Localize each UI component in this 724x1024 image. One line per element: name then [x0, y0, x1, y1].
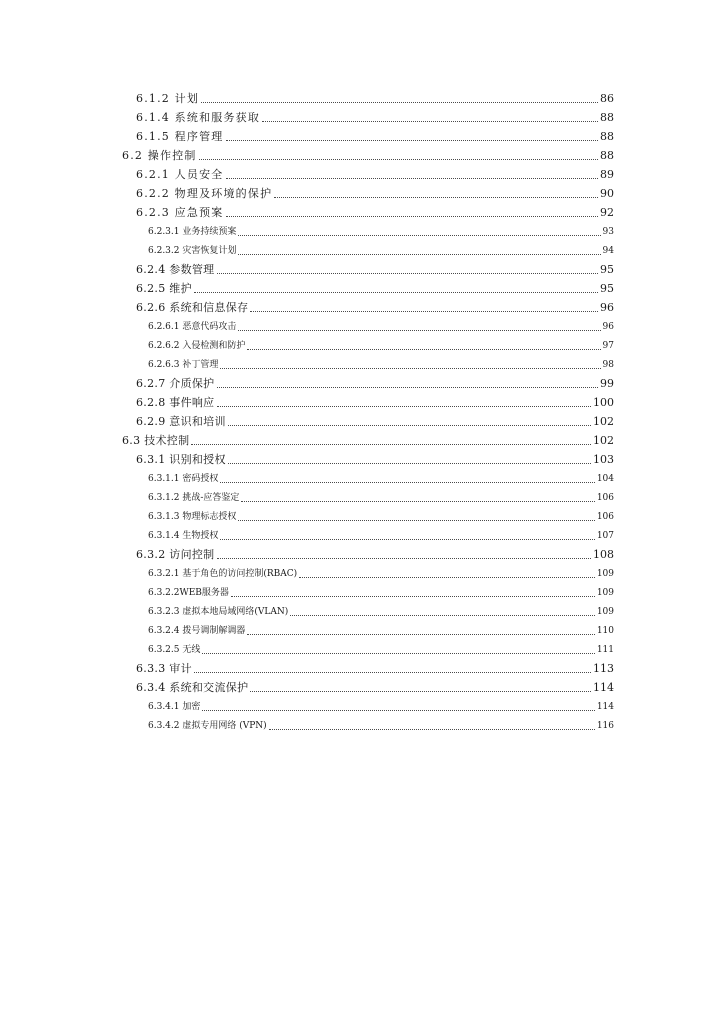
- toc-entry-6-2-2[interactable]: [0, 183, 614, 202]
- toc-entry-title: 6.3.2 访问控制: [136, 548, 215, 561]
- dot-leader: [238, 520, 594, 521]
- toc-entry-title: 6.2.1 人员安全: [136, 168, 224, 181]
- toc-entry-6-1-4[interactable]: [0, 107, 614, 126]
- dot-leader: [238, 235, 600, 236]
- dot-leader: [226, 216, 599, 217]
- toc-entry-6-3-2-3[interactable]: [0, 601, 614, 620]
- toc-entry-title: 6.3.2.1 基于角色的访问控制(RBAC): [148, 569, 298, 579]
- dot-leader: [299, 577, 595, 578]
- toc-entry-6-2-1[interactable]: [0, 164, 614, 183]
- toc-entry-page: 108: [593, 548, 614, 561]
- dot-leader: [226, 140, 599, 141]
- toc-entry-6-2-6-1[interactable]: [0, 316, 614, 335]
- dot-leader: [231, 596, 595, 597]
- toc-entry-page: 109: [596, 607, 614, 617]
- toc-entry-6-3-2-2[interactable]: [0, 582, 614, 601]
- dot-leader: [220, 368, 600, 369]
- dot-leader: [199, 159, 598, 160]
- dot-leader: [262, 121, 598, 122]
- toc-entry-title: 6.1.2 计划: [136, 92, 200, 105]
- dot-leader: [228, 463, 591, 464]
- toc-entry-title: 6.2.7 介质保护: [136, 377, 215, 390]
- toc-entry-6-3-2-4[interactable]: [0, 620, 614, 639]
- toc-entry-page: 100: [593, 396, 614, 409]
- toc-entry-6-3-1-1[interactable]: [0, 468, 614, 487]
- toc-entry-page: 96: [600, 301, 614, 314]
- toc-entry-page: 109: [596, 569, 614, 579]
- dot-leader: [201, 102, 598, 103]
- toc-entry-page: 92: [600, 206, 614, 219]
- toc-entry-6-3-3[interactable]: [0, 658, 614, 677]
- toc-entry-title: 6.1.5 程序管理: [136, 130, 224, 143]
- toc-entry-page: 98: [602, 360, 614, 370]
- dot-leader: [220, 482, 594, 483]
- toc-entry-6-2-3-1[interactable]: [0, 221, 614, 240]
- dot-leader: [238, 254, 600, 255]
- dot-leader: [228, 425, 591, 426]
- toc-entry-page: 94: [602, 246, 614, 256]
- toc-entry-6-2-8[interactable]: [0, 392, 614, 411]
- toc-entry-page: 104: [596, 474, 614, 484]
- toc-entry-page: 88: [600, 149, 614, 162]
- toc-entry-page: 106: [596, 493, 614, 503]
- dot-leader: [247, 349, 600, 350]
- toc-entry-6-2-6-2[interactable]: [0, 335, 614, 354]
- toc-entry-page: 102: [593, 415, 614, 428]
- toc-entry-title: 6.2.6.2 入侵检测和防护: [148, 341, 246, 351]
- toc-entry-page: 111: [596, 645, 614, 655]
- toc-entry-6-2-9[interactable]: [0, 411, 614, 430]
- dot-leader: [217, 387, 599, 388]
- toc-entry-6-2-4[interactable]: [0, 259, 614, 278]
- toc-entry-title: 6.3.1.2 挑战-应答鉴定: [148, 493, 240, 503]
- dot-leader: [217, 273, 599, 274]
- dot-leader: [220, 539, 594, 540]
- dot-leader: [269, 729, 595, 730]
- toc-entry-6-2[interactable]: [0, 145, 614, 164]
- toc-entry-title: 6.2 操作控制: [122, 149, 197, 162]
- table-of-contents: [0, 88, 724, 734]
- toc-entry-page: 95: [600, 263, 614, 276]
- toc-entry-page: 103: [593, 453, 614, 466]
- toc-entry-title: 6.3.2.3 虚拟本地局域网络(VLAN): [148, 607, 289, 617]
- toc-entry-6-2-6-3[interactable]: [0, 354, 614, 373]
- toc-entry-title: 6.3.3 审计: [136, 662, 192, 675]
- dot-leader: [226, 178, 599, 179]
- toc-entry-6-3-1-3[interactable]: [0, 506, 614, 525]
- toc-entry-title: 6.2.8 事件响应: [136, 396, 215, 409]
- toc-entry-6-3-4-1[interactable]: [0, 696, 614, 715]
- toc-entry-page: 88: [600, 130, 614, 143]
- toc-entry-title: 6.2.9 意识和培训: [136, 415, 226, 428]
- dot-leader: [247, 634, 594, 635]
- toc-entry-page: 113: [593, 662, 614, 675]
- toc-entry-title: 6.2.6 系统和信息保存: [136, 301, 249, 314]
- dot-leader: [202, 710, 594, 711]
- toc-entry-title: 6.2.3 应急预案: [136, 206, 224, 219]
- toc-entry-page: 109: [596, 588, 614, 598]
- dot-leader: [290, 615, 595, 616]
- toc-entry-6-3-1[interactable]: [0, 449, 614, 468]
- toc-entry-6-3-2-5[interactable]: [0, 639, 614, 658]
- toc-entry-title: 6.2.6.3 补丁管理: [148, 360, 219, 370]
- toc-entry-title: 6.2.3.1 业务持续预案: [148, 227, 237, 237]
- dot-leader: [202, 653, 594, 654]
- toc-entry-6-2-3-2[interactable]: [0, 240, 614, 259]
- toc-entry-6-3-4[interactable]: [0, 677, 614, 696]
- toc-entry-page: 93: [602, 227, 614, 237]
- toc-entry-title: 6.3.1.1 密码授权: [148, 474, 219, 484]
- toc-entry-title: 6.2.3.2 灾害恢复计划: [148, 246, 237, 256]
- toc-entry-page: 110: [596, 626, 614, 636]
- dot-leader: [194, 292, 598, 293]
- toc-entry-page: 96: [602, 322, 614, 332]
- toc-entry-6-2-7[interactable]: [0, 373, 614, 392]
- toc-entry-title: 6.2.2 物理及环境的保护: [136, 187, 273, 200]
- toc-entry-title: 6.3.4 系统和交流保护: [136, 681, 249, 694]
- dot-leader: [217, 558, 592, 559]
- dot-leader: [250, 311, 598, 312]
- dot-leader: [191, 444, 591, 445]
- toc-entry-page: 114: [593, 681, 614, 694]
- toc-entry-title: 6.3.4.2 虚拟专用网络 (VPN): [148, 721, 267, 731]
- toc-entry-page: 90: [600, 187, 614, 200]
- toc-entry-title: 6.3.2.2WEB服务器: [148, 588, 229, 598]
- dot-leader: [238, 330, 600, 331]
- toc-entry-6-3-4-2[interactable]: [0, 715, 614, 734]
- toc-entry-title: 6.3.2.5 无线: [148, 645, 201, 655]
- dot-leader: [274, 197, 598, 198]
- toc-entry-page: 99: [600, 377, 614, 390]
- toc-entry-title: 6.3.2.4 拨号调制解调器: [148, 626, 246, 636]
- toc-entry-title: 6.2.4 参数管理: [136, 263, 215, 276]
- toc-entry-6-1-2[interactable]: [0, 88, 614, 107]
- dot-leader: [217, 406, 592, 407]
- toc-entry-page: 95: [600, 282, 614, 295]
- toc-entry-title: 6.3.4.1 加密: [148, 702, 201, 712]
- toc-entry-title: 6.3 技术控制: [122, 434, 190, 447]
- toc-entry-title: 6.3.1.3 物理标志授权: [148, 512, 237, 522]
- toc-entry-page: 106: [596, 512, 614, 522]
- toc-entry-page: 116: [596, 721, 614, 731]
- toc-entry-title: 6.2.5 维护: [136, 282, 192, 295]
- toc-entry-title: 6.3.1.4 生物授权: [148, 531, 219, 541]
- toc-entry-page: 86: [600, 92, 614, 105]
- toc-entry-6-3[interactable]: [0, 430, 614, 449]
- toc-entry-page: 89: [600, 168, 614, 181]
- toc-entry-6-2-5[interactable]: [0, 278, 614, 297]
- toc-entry-page: 88: [600, 111, 614, 124]
- dot-leader: [194, 672, 591, 673]
- toc-entry-6-2-6[interactable]: [0, 297, 614, 316]
- toc-entry-page: 97: [602, 341, 614, 351]
- toc-entry-6-3-2[interactable]: [0, 544, 614, 563]
- dot-leader: [241, 501, 594, 502]
- toc-entry-page: 107: [596, 531, 614, 541]
- toc-entry-6-3-2-1[interactable]: [0, 563, 614, 582]
- dot-leader: [250, 691, 591, 692]
- toc-entry-6-2-3[interactable]: [0, 202, 614, 221]
- toc-entry-6-1-5[interactable]: [0, 126, 614, 145]
- toc-entry-title: 6.2.6.1 恶意代码攻击: [148, 322, 237, 332]
- toc-entry-page: 102: [593, 434, 614, 447]
- toc-entry-page: 114: [596, 702, 614, 712]
- toc-entry-6-3-1-4[interactable]: [0, 525, 614, 544]
- toc-entry-title: 6.1.4 系统和服务获取: [136, 111, 261, 124]
- toc-entry-title: 6.3.1 识别和授权: [136, 453, 226, 466]
- toc-entry-6-3-1-2[interactable]: [0, 487, 614, 506]
